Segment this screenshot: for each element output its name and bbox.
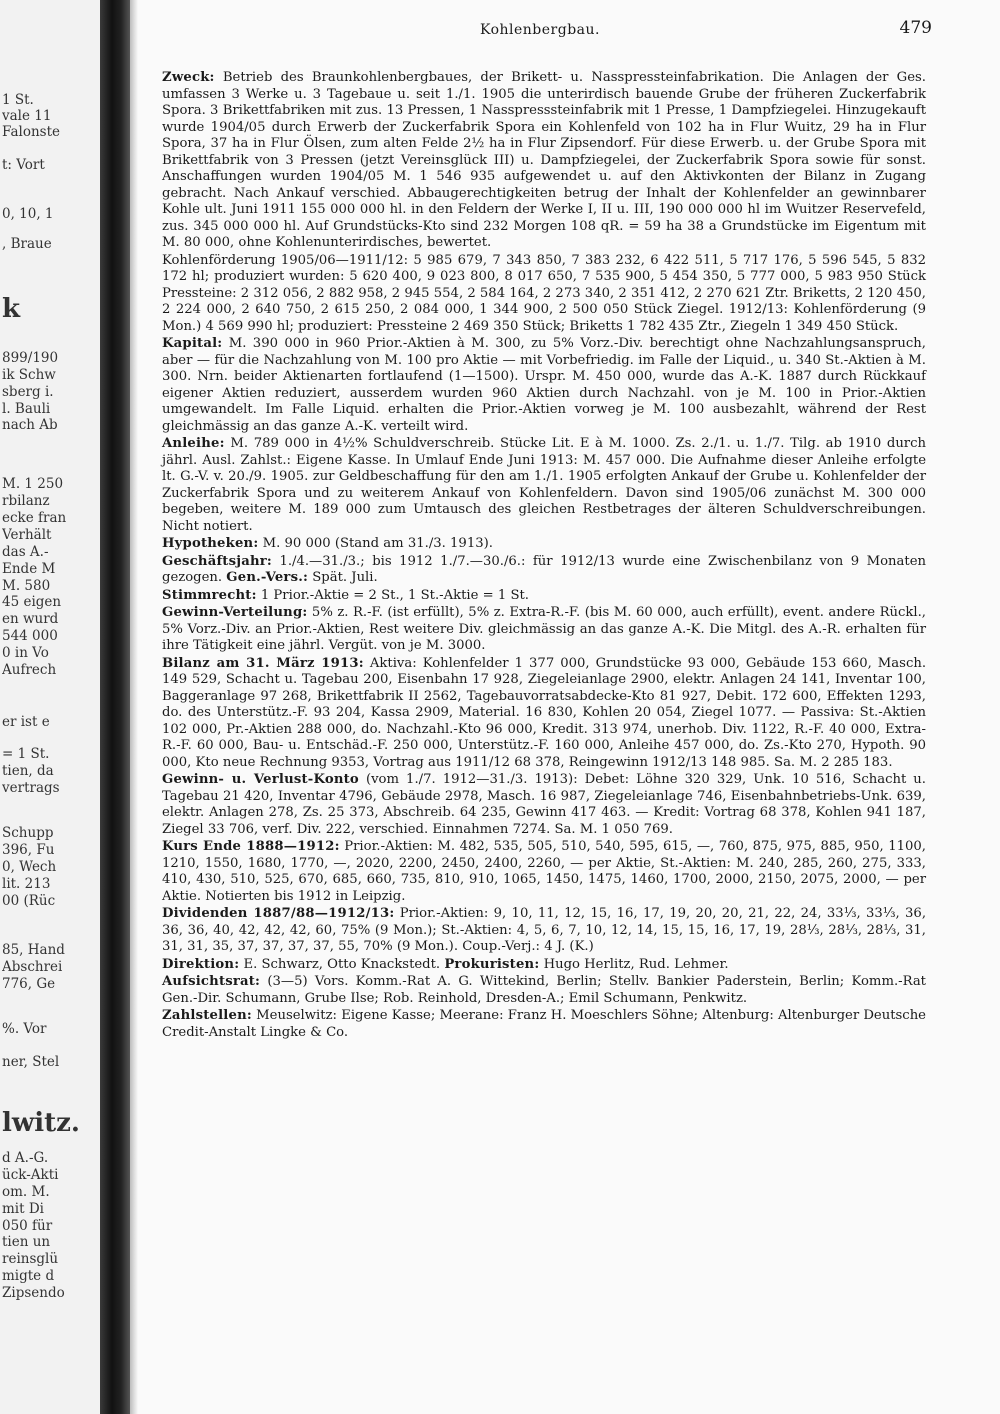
entry-paragraph [162,957,926,974]
prev-page-line: = 1 St. [2,746,50,762]
entry-label: Zweck: [162,70,215,85]
entry-label: Gewinn- u. Verlust-Konto [162,772,359,787]
entry-text: (3—5) Vors. Komm.-Rat A. G. Wittekind, Berlin; Stellv. Bankier Paderstein, Berlin; Komm.-Rat Gen.-Dir. Schumann, Grube Ilse; Rob. Reinhold, Dresden-A.; Emil Schumann, Penkwitz. [162,974,926,1006]
prev-page-line: mit Di [2,1201,44,1217]
entry-text: Prior.-Aktien: 9, 10, 11, 12, 15, 16, 17, 19, 20, 20, 21, 22, 24, 33⅓, 33⅓, 36, 36, 36, 40, 42, 42, 42, 60, 75% (9 Mon.); St.-Aktien: 4, 5, 6, 7, 10, 12, 14, 15, 15, 16, 17, 19, 28⅓, 28⅓, 28⅓, 31, 31, 31, 35, 37, 37, 37, 37, 55, 70% (9 Mon.). Coup.-Verj.: 4 J. (K.) [162,906,927,954]
prev-page-line: 0, 10, 1 [2,206,54,222]
prev-page-line: tien, da [2,763,54,779]
entry-label: Stimmrecht: [162,587,257,603]
entry-paragraph [162,588,926,605]
prev-page-line: 396, Fu [2,842,55,858]
running-head: Kohlenbergbau. [480,22,600,38]
entry-paragraph [162,554,926,587]
entry-text: Prior.-Aktien: M. 482, 535, 505, 510, 540, 595, 615, —, 760, 875, 975, 885, 950, 1100, 1210, 1550, 1680, 1770, —, 2020, 2200, 2450, 2400, 2260, — per Aktie, St.-Aktien: M. 240, 285, 260, 275, 333, 410, 430, 510, 525, 670, 685, 660, 735, 810, 910, 1065, 1450, 1475, 1460, 1700, 2000, 2150, 2075, 2000, — per Aktie. Notierten bis 1912 in Leipzig. [162,839,926,904]
entry-text: M. 90 000 (Stand am 31./3. 1913). [258,536,493,551]
entry-label: Dividenden 1887/88—1912/13: [162,906,395,921]
entry-label-secondary: Prokuristen: [444,956,540,972]
prev-page-line: 899/190 [2,350,59,366]
prev-page-line: rbilanz [2,493,50,509]
prev-page-line: 1 St. [2,92,34,108]
prev-page-line: ecke fran [2,510,67,526]
entry-text: E. Schwarz, Otto Knackstedt. [239,956,445,972]
entry-paragraph [162,906,926,956]
prev-page-line: nach Ab [2,417,58,433]
prev-page-line: lwitz. [2,1108,80,1138]
prev-page-line: , Braue [2,236,52,252]
page-body [162,70,926,1400]
prev-page-line: om. M. [2,1184,50,1200]
prev-page-line: Ende M [2,561,56,577]
prev-page-line: ück-Akti [2,1167,59,1183]
entry-paragraph [162,974,926,1007]
prev-page-line: Falonste [2,124,60,140]
entry-text: (vom 1./7. 1912—31./3. 1913): Debet: Löhne 320 329, Unk. 10 516, Schacht u. Tagebau 21 420, Inventar 4796, Gebäude 2978, Masch. 16 987, Ziegeleianlage 746, Eisenbahnbetriebs-Unk. 639, elektr. Anlagen 278, Zs. 25 373, Abschreib. 64 235, Gewinn 417 463. — Kredit: Vortrag 68 378, Kohlen 941 187, Ziegel 33 706, verf. Div. 222, verschied. Einnahmen 7274. Sa. M. 1 050 769. [162,772,926,837]
prev-page-line: ik Schw [2,367,56,383]
prev-page-line: d A.-G. [2,1150,49,1166]
prev-page-line: M. 1 250 [2,476,64,492]
prev-page-line: 00 (Rüc [2,893,56,909]
previous-page-edge [0,0,100,1414]
entry-paragraph [162,436,926,535]
prev-page-line: vertrags [2,780,60,796]
prev-page-line: 0, Wech [2,859,57,875]
page-header [140,18,940,46]
prev-page-line: er ist e [2,714,50,730]
prev-page-line: Aufrech [2,662,57,678]
entry-label: Direktion: [162,956,240,972]
prev-page-line: migte d [2,1268,55,1284]
entry-label-secondary: Gen.-Vers.: [226,570,309,585]
prev-page-line: 544 000 [2,628,58,644]
prev-page-line: M. 580 [2,578,51,594]
prev-page-line: k [2,294,21,324]
entry-text-secondary: Spät. Juli. [308,570,378,585]
entry-label: Bilanz am 31. März 1913: [162,655,364,671]
prev-page-line: 776, Ge [2,976,56,992]
entry-label: Aufsichtsrat: [162,974,261,989]
entry-paragraph [162,656,926,772]
entry-paragraph [162,336,926,435]
entry-label: Kurs Ende 1888—1912: [162,839,340,854]
entry-label: Gewinn-Verteilung: [162,605,308,620]
book-gutter [100,0,130,1414]
prev-page-line: %. Vor [2,1021,47,1037]
page-number: 479 [899,18,932,38]
entry-label: Anleihe: [162,436,225,451]
entry-label: Geschäftsjahr: [162,553,272,569]
prev-page-line: en wurd [2,611,59,627]
entry-text: Kohlenförderung 1905/06—1911/12: 5 985 679, 7 343 850, 7 383 232, 6 422 511, 5 717 176, 5 596 545, 5 832 172 hl; produziert wurden: 5 620 400, 9 023 800, 8 017 650, 7 535 900, 5 454 350, 5 777 000, 5 983 950 Stück Pressteine: 2 312 056, 2 882 958, 2 945 554, 2 584 164, 2 273 340, 2 351 412, 2 270 621 Ztr. Briketts, 2 120 450, 2 224 000, 2 640 750, 2 615 250, 2 084 000, 1 344 900, 2 500 050 Stück Ziegel. 1912/13: Kohlenförderung (9 Mon.) 4 569 990 hl; produziert: Pressteine 2 469 350 Stück; Briketts 1 782 435 Ztr., Ziegeln 1 349 450 Stück. [162,252,926,334]
prev-page-line: ner, Stel [2,1054,60,1070]
prev-page-line: Abschrei [2,959,63,975]
prev-page-line: 0 in Vo [2,645,49,661]
prev-page-line: reinsglü [2,1251,59,1267]
entry-text: 1./4.—31./3.; bis 1912 1./7.—30./6.: für 1912/13 wurde eine Zwischenbilanz von 9 Monaten gezogen. [162,553,926,585]
prev-page-line: Zipsendo [2,1285,65,1301]
prev-page-line: vale 11 [2,108,52,124]
entry-paragraph [162,605,926,655]
entry-paragraph [162,70,926,252]
entry-paragraph [162,536,926,553]
entry-label: Zahlstellen: [162,1008,252,1023]
entry-paragraph [162,1008,926,1041]
entry-label: Hypotheken: [162,536,259,551]
entry-paragraph [162,772,926,838]
prev-page-line: t: Vort [2,157,45,173]
entry-text: Meuselwitz: Eigene Kasse; Meerane: Franz H. Moeschlers Söhne; Altenburg: Altenburger Deutsche Credit-Anstalt Lingke & Co. [162,1008,926,1040]
prev-page-line: sberg i. [2,384,54,400]
entry-paragraph [162,839,926,905]
prev-page-line: l. Bauli [2,401,51,417]
gutter-shadow [130,0,138,1414]
entry-text: Aktiva: Kohlenfelder 1 377 000, Grundstücke 93 000, Gebäude 153 660, Masch. 149 529, Schacht u. Tagebau 200, Eisenbahn 17 928, Ziegeleianlage 2900, elektr. Anlagen 24 141, Inventar 100, Baggeranlage 97 268, Brikettfabrik II 2562, Tagebauvorratsabdecke-Kto 81 927, Debit. 172 600, Effekten 1293, do. des Unterstütz.-F. 93 204, Kassa 2909, Material. 16 830, Kohlen 20 054, Ziegel 1077. — Passiva: St.-Aktien 102 000, Pr.-Aktien 288 000, do. Nachzahl.-Kto 96 000, Kredit. 313 974, unerhob. Div. 1122, R.-F. 40 000, Extra-R.-F. 60 000, Bau- u. Entschäd.-F. 250 000, Unterstütz.-F. 160 000, Anleihe 457 000, do. Zs.-Kto 270, Hypoth. 90 000, Kto neue Rechnung 9353, Vortrag aus 1911/12 68 378, Reingewinn 1912/13 148 985. Sa. M. 2 285 183. [162,655,927,770]
entry-text-secondary: Hugo Herlitz, Rud. Lehmer. [539,956,729,972]
prev-page-line: 85, Hand [2,942,65,958]
prev-page-line: Schupp [2,825,54,841]
entry-text: M. 390 000 in 960 Prior.-Aktien à M. 300, zu 5% Vorz.-Div. berechtigt ohne Nachzahlungsanspruch, aber — für die Nachzahlung von M. 100 pro Aktie — mit Vorbefriedig. im Falle der Liquid., u. 340 St.-Aktien à M. 300. Nrn. beider Aktienarten fortlaufend (1—1500). Urspr. M. 450 000, wurde das A.-K. 1887 durch Rückkauf eigener Aktien reduziert, ausserdem wurden 960 Aktien durch Nachzahl. von je M. 100 in Prior.-Aktien umgewandelt. Im Falle Liquid. erhalten die Prior.-Aktien vorweg je M. 100 ausbezahlt, während der Rest gleichmässig an das ganze A.-K. verteilt wird. [162,336,926,434]
entry-text: 1 Prior.-Aktie = 2 St., 1 St.-Aktie = 1 St. [256,587,529,603]
prev-page-line: 45 eigen [2,594,62,610]
entry-paragraph [162,253,926,336]
entry-text: M. 789 000 in 4½% Schuldverschreib. Stücke Lit. E à M. 1000. Zs. 2./1. u. 1./7. Tilg. ab 1910 durch jährl. Ausl. Zahlst.: Eigene Kasse. In Umlauf Ende Juni 1913: M. 457 000. Die Aufnahme dieser Anleihe erfolgte lt. G.-V. v. 20./9. 1905. zur Geldbeschaffung für den am 1./1. 1905 erfolgten Ankauf der Grube u. Kohlenfelder der Zuckerfabrik Spora und zu weiterem Ankauf von Kohlenfeldern. Davon sind 1905/06 zunächst M. 300 000 begeben, weitere M. 189 000 zum Umtausch des gleichen Restbetrages der älteren Schuldverschreibungen. Nicht notiert. [162,436,926,534]
entry-text: Betrieb des Braunkohlenbergbaues, der Brikett- u. Nasspressteinfabrikation. Die Anlagen der Ges. umfassen 3 Werke u. 3 Tagebaue u. seit 1./1. 1905 die unterirdisch bauende Grube der früheren Zuckerfabrik Spora. 3 Brikettfabriken mit zus. 13 Pressen, 1 Nasspresssteinfabrik mit 1 Presse, 1 Dampfziegelei. Hinzugekauft wurde 1904/05 durch Erwerb der Zuckerfabrik Spora ein Kohlenfeld von 102 ha in Flur Wuitz, 29 ha in Flur Spora, 37 ha in Flur Ölsen, zum alten Felde 2½ ha in Flur Zipsendorf. Für diese Erwerb. u. der Grube Spora mit Brikettfabrik von 3 Pressen (jetzt Vereinsglück III) u. Dampfziegelei, der Zuckerfabrik Spora sowie für sonst. Anschaffungen wurden 1904/05 M. 1 546 935 aufgewendet u. auf den Aktivkonten der Bilanz in Zugang gebracht. Nach Ankauf verschied. Abbaugerechtigkeiten betrug der Inhalt der Kohlenfelder an gewinnbarer Kohle ult. Juni 1911 155 000 000 hl. in den Feldern der Werke I, II u. III, 190 000 000 hl im Wuitzer Reservefeld, zus. 345 000 000 hl. Auf Grundstücks-Kto sind 232 Morgen 108 qR. = 59 ha 38 a Grundstücke im Eigentum mit M. 80 000, ohne Kohlenunterirdisches, bewertet. [162,70,926,250]
entry-label: Kapital: [162,336,223,351]
prev-page-line: lit. 213 [2,876,51,892]
entry-text: 5% z. R.-F. (ist erfüllt), 5% z. Extra-R.-F. (bis M. 60 000, auch erfüllt), event. andere Rückl., 5% Vorz.-Div. an Prior.-Aktien, Rest weitere Div. gleichmässig an das ganze A.-K. Die Mitgl. des A.-R. erhalten für ihre Tätigkeit eine jährl. Vergüt. von je M. 3000. [162,605,926,653]
prev-page-line: das A.- [2,544,49,560]
prev-page-line: 050 für [2,1218,53,1234]
prev-page-line: tien un [2,1234,51,1250]
prev-page-line: Verhält [2,527,52,543]
